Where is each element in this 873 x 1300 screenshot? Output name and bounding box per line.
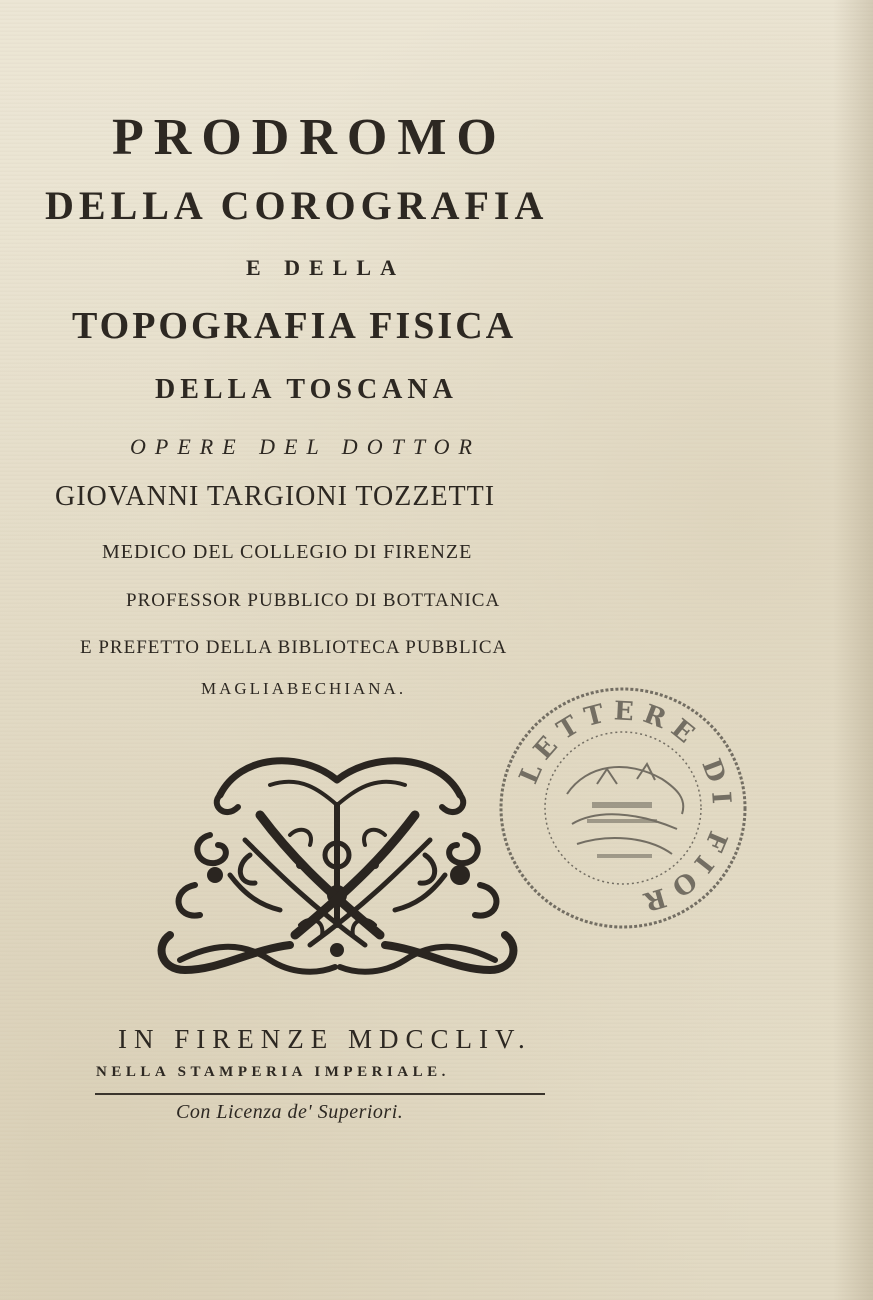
byline: OPERE DEL DOTTOR xyxy=(130,434,481,459)
credential-line-1: MEDICO DEL COLLEGIO DI FIRENZE xyxy=(102,541,473,563)
imprint-license: Con Licenza de' Superiori. xyxy=(176,1101,404,1123)
page-edge-shadow xyxy=(833,0,873,1300)
title-line-e-della: E DELLA xyxy=(246,255,405,280)
credential-line-3: E PREFETTO DELLA BIBLIOTECA PUBBLICA xyxy=(80,637,508,658)
stamp-text: LETTERE DI FIOR xyxy=(513,696,737,919)
title-line-topografia: TOPOGRAFIA FISICA xyxy=(72,305,517,347)
title-line-toscana: DELLA TOSCANA xyxy=(155,374,458,405)
library-stamp-icon xyxy=(497,684,749,932)
imprint-printer: NELLA STAMPERIA IMPERIALE. xyxy=(96,1064,450,1080)
imprint-divider xyxy=(95,1093,545,1095)
credential-line-2: PROFESSOR PUBBLICO DI BOTTANICA xyxy=(126,590,501,611)
author-name: GIOVANNI TARGIONI TOZZETTI xyxy=(55,481,496,512)
title-line-prodromo: PRODROMO xyxy=(112,109,507,166)
baroque-ornament-icon xyxy=(150,745,525,990)
credential-line-4: MAGLIABECHIANA. xyxy=(201,679,407,698)
imprint-place-date: IN FIRENZE MDCCLIV. xyxy=(118,1024,532,1054)
title-line-corografia: DELLA COROGRAFIA xyxy=(45,183,549,228)
